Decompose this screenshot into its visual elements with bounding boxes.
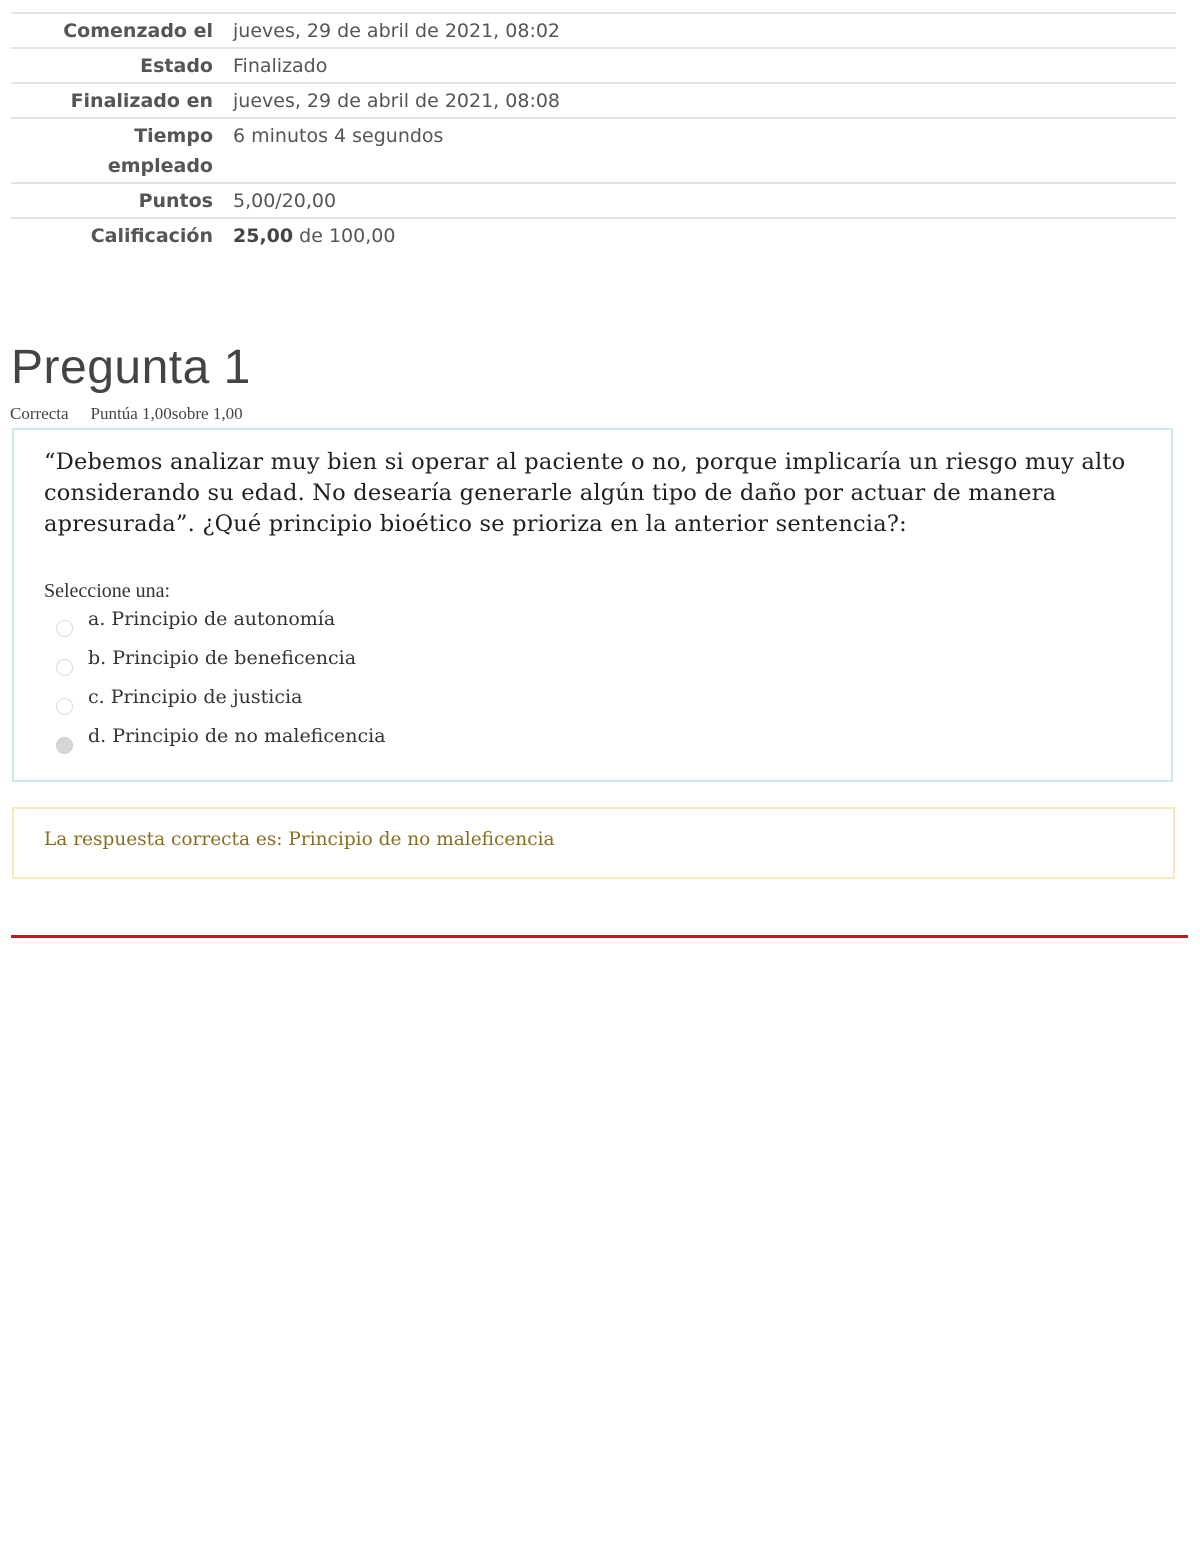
summary-value: 5,00/20,00 — [233, 190, 337, 212]
question-title: Pregunta 1 — [11, 341, 251, 394]
summary-value — [233, 221, 1176, 251]
question-grade: Puntúa 1,00sobre 1,00 — [90, 404, 243, 423]
question-text: “Debemos analizar muy bien si operar al paciente o no, porque implicaría un riesgo muy alto considerando su edad. No desearía generarle algún tipo de daño por actuar de manera apresurada”. ¿Qué principio bioético se prioriza en la anterior sentencia?: — [44, 449, 1126, 537]
radio-button[interactable] — [56, 659, 73, 676]
question-status-bar — [10, 404, 243, 424]
feedback-text: La respuesta correcta es: Principio de no maleficencia — [44, 829, 555, 850]
correct-answer-feedback — [12, 807, 1175, 879]
option-label: c. Principio de justicia — [88, 686, 303, 708]
summary-value: jueves, 29 de abril de 2021, 08:02 — [233, 20, 561, 42]
summary-row-time-taken — [11, 119, 1176, 184]
radio-button[interactable] — [56, 698, 73, 715]
summary-label: Finalizado en — [70, 90, 213, 112]
summary-value: Finalizado — [233, 55, 328, 77]
summary-label-line1: Tiempo — [134, 125, 213, 147]
summary-row-points — [11, 184, 1176, 219]
radio-button[interactable] — [56, 620, 73, 637]
summary-row-grade — [11, 219, 1176, 252]
option-label: d. Principio de no maleficencia — [88, 725, 386, 747]
question-box — [12, 428, 1173, 782]
grade-total: de 100,00 — [293, 225, 396, 247]
option-label: b. Principio de beneficencia — [88, 647, 357, 669]
red-divider — [11, 935, 1188, 938]
radio-button-selected[interactable] — [56, 737, 73, 754]
summary-label: Puntos — [138, 190, 213, 212]
summary-row-finished — [11, 84, 1176, 119]
option-label: a. Principio de autonomía — [88, 608, 336, 630]
grade-score: 25,00 — [233, 225, 294, 247]
summary-label-line2: empleado — [107, 155, 213, 177]
summary-label: Estado — [140, 55, 213, 77]
attempt-summary-table — [11, 12, 1176, 252]
summary-row-started — [11, 14, 1176, 49]
summary-value: jueves, 29 de abril de 2021, 08:08 — [233, 90, 561, 112]
summary-label — [11, 121, 233, 181]
summary-row-state — [11, 49, 1176, 84]
select-one-label: Seleccione una: — [44, 580, 171, 602]
summary-label: Calificación — [90, 225, 213, 247]
question-state: Correcta — [10, 404, 69, 423]
summary-value: 6 minutos 4 segundos — [233, 125, 444, 147]
summary-label: Comenzado el — [63, 20, 213, 42]
